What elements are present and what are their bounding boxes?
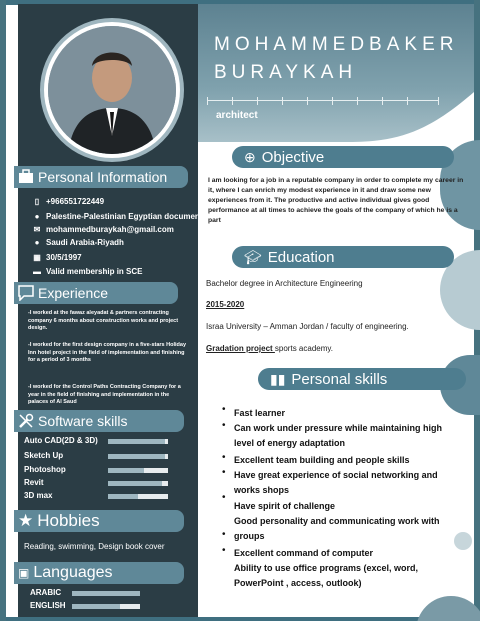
personal-skill-item: Can work under pressure while maintaining high level of energy adaptation bbox=[234, 423, 443, 448]
experience-item: -I worked for the Control Paths Contracting Company for a year in the field of finishing and implementation in the palaces of Al Saud bbox=[28, 384, 181, 405]
software-skill-bar-fill bbox=[108, 481, 162, 486]
language-name: ARABIC bbox=[30, 588, 62, 597]
education-title: Education bbox=[267, 248, 335, 266]
graduation-project-label: Gradation project bbox=[206, 344, 275, 353]
personal-skill-item: Fast learner bbox=[234, 408, 286, 418]
bullet-point: • bbox=[222, 492, 226, 503]
personal-info-title: Personal Information bbox=[38, 169, 168, 185]
info-birthdate bbox=[32, 253, 82, 262]
software-skill-bar-fill bbox=[108, 494, 138, 499]
name-last: BURAYKAH bbox=[214, 62, 358, 83]
hobbies-text: Reading, swimming, Design book cover bbox=[24, 542, 165, 551]
education-university: Israa University – Amman Jordan / faculty of engineering. bbox=[206, 322, 409, 331]
job-title: architect bbox=[216, 110, 258, 121]
translate-icon: ▣ bbox=[18, 566, 30, 580]
membership-text: Valid membership in SCE bbox=[46, 267, 143, 276]
left-border bbox=[0, 0, 6, 621]
personal-info-heading bbox=[14, 166, 188, 188]
software-skill-bar bbox=[108, 468, 168, 473]
card-icon: ▬ bbox=[33, 267, 41, 276]
software-skill-bar-fill bbox=[108, 454, 165, 459]
language-bar-fill bbox=[72, 604, 120, 609]
languages-title: Languages bbox=[33, 564, 113, 581]
info-nationality bbox=[32, 212, 202, 221]
name-first: MOHAMMEDBAKER bbox=[214, 34, 459, 55]
personal-skill-item: Ability to use office programs (excel, word, PowerPoint , access, outlook) bbox=[234, 563, 419, 588]
personal-skills-heading bbox=[258, 368, 466, 390]
language-bar bbox=[72, 591, 140, 596]
deco-circle bbox=[416, 596, 480, 621]
info-membership bbox=[32, 267, 142, 276]
language-name: ENGLISH bbox=[30, 601, 66, 610]
mail-icon: ✉ bbox=[33, 225, 41, 234]
personal-skill-item: Have spirit of challenge bbox=[234, 501, 336, 511]
globe-icon: ⊕ bbox=[244, 148, 256, 165]
software-skill-bar-fill bbox=[108, 439, 165, 444]
globe-icon: ● bbox=[34, 212, 40, 221]
phone-icon: ▯ bbox=[34, 197, 40, 206]
bullet-point: • bbox=[222, 452, 226, 463]
education-degree: Bachelor degree in Architecture Engineering bbox=[206, 279, 363, 288]
bullet-point: • bbox=[222, 545, 226, 556]
education-years: 2015-2020 bbox=[206, 300, 245, 309]
calendar-icon: ▦ bbox=[33, 253, 41, 262]
education-heading bbox=[232, 246, 454, 268]
profile-photo bbox=[44, 22, 180, 158]
graduation-cap-icon: 🎓︎ bbox=[244, 248, 262, 265]
info-email bbox=[32, 225, 174, 234]
nationality-text: Palestine-Palestinian Egyptian document bbox=[46, 212, 203, 221]
info-phone bbox=[32, 197, 104, 206]
email-text: mohammedburaykah@gmail.com bbox=[46, 225, 174, 234]
personal-skills-title: Personal skills bbox=[291, 370, 388, 388]
software-skill-bar-fill bbox=[108, 468, 144, 473]
birthdate-text: 30/5/1997 bbox=[46, 253, 82, 262]
software-skill-name: Revit bbox=[24, 478, 44, 487]
graduation-project-text: sports academy. bbox=[274, 344, 334, 353]
software-skills-heading bbox=[14, 410, 184, 432]
language-bar-fill bbox=[72, 591, 140, 596]
bar-chart-icon: ▮▮ bbox=[270, 370, 286, 387]
header-ruler bbox=[207, 100, 439, 107]
experience-title: Experience bbox=[38, 285, 109, 301]
language-bar bbox=[72, 604, 140, 609]
experience-item: -I worked for the first design company in a five-stars Holiday Inn hotel project in the field of implementation and finishing for a period of 3 months bbox=[28, 342, 187, 363]
graduation-project bbox=[206, 344, 333, 353]
personal-skill-item: Have great experience of social networking and works shops bbox=[234, 470, 438, 495]
software-skill-bar bbox=[108, 439, 168, 444]
location-text: Saudi Arabia-Riyadh bbox=[46, 238, 124, 247]
bullet-point: • bbox=[222, 404, 226, 415]
software-skills-title: Software skills bbox=[38, 413, 128, 429]
software-skill-name: 3D max bbox=[24, 491, 53, 500]
software-skill-bar bbox=[108, 454, 168, 459]
bullet-point: • bbox=[222, 529, 226, 540]
objective-title: Objective bbox=[261, 148, 325, 166]
languages-heading bbox=[14, 562, 184, 584]
info-location bbox=[32, 238, 124, 247]
personal-skill-item: Excellent command of computer bbox=[234, 548, 374, 558]
tools-icon bbox=[18, 413, 34, 429]
software-skill-bar bbox=[108, 481, 168, 486]
objective-text: I am looking for a job in a reputable company in order to complete my career in it, where I can enrich my modest experience in it and draw some new experiences from it. The productive and active individual gives good performance at all times to achieve the goals of the company of which he is a part bbox=[208, 177, 464, 224]
star-icon: ★ bbox=[18, 511, 34, 530]
objective-heading bbox=[232, 146, 454, 168]
software-skill-name: Auto CAD(2D & 3D) bbox=[24, 436, 98, 445]
briefcase-icon bbox=[18, 169, 34, 185]
hobbies-title: Hobbies bbox=[37, 511, 100, 530]
software-skill-name: Photoshop bbox=[24, 465, 66, 474]
chat-icon bbox=[18, 285, 34, 301]
personal-skill-item: Good personality and communicating work with groups bbox=[234, 516, 440, 541]
software-skill-bar bbox=[108, 494, 168, 499]
experience-heading bbox=[14, 282, 178, 304]
phone-text: +966551722449 bbox=[46, 197, 105, 206]
experience-item: -I worked at the fawaz aleyadat & partners contracting company 6 months about construction works and project design. bbox=[28, 310, 179, 331]
software-skill-name: Sketch Up bbox=[24, 451, 64, 460]
bullet-point: • bbox=[222, 467, 226, 478]
location-icon: ● bbox=[34, 238, 40, 247]
profile-photo-image bbox=[48, 26, 176, 154]
bottom-border bbox=[0, 617, 480, 621]
hobbies-heading bbox=[14, 510, 184, 532]
bullet-point: • bbox=[222, 420, 226, 431]
personal-skill-item: Excellent team building and people skills bbox=[234, 455, 410, 465]
